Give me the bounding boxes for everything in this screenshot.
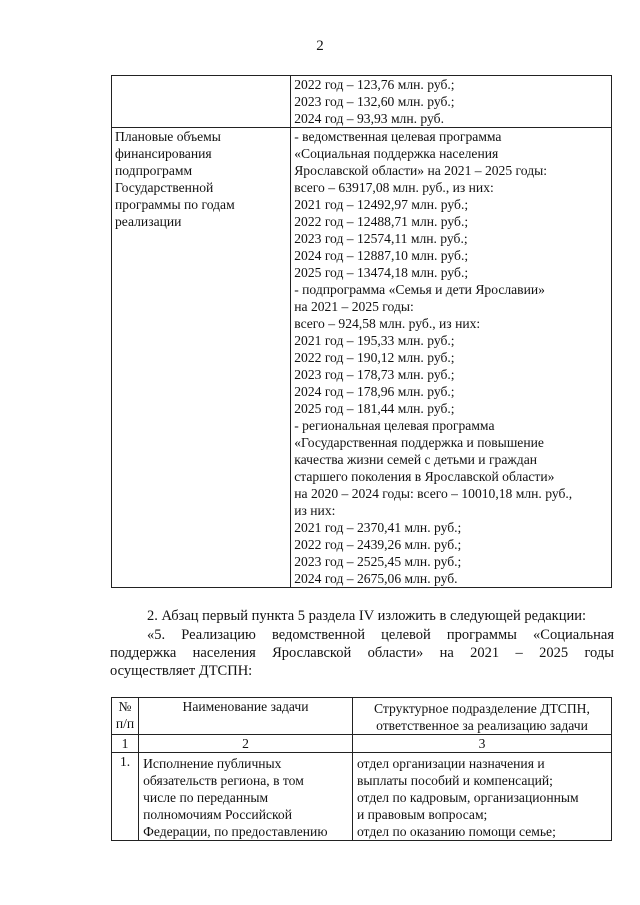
text-line: отдел по оказанию помощи семье; — [356, 824, 556, 839]
text-line: 2024 год – 2675,06 млн. руб. — [294, 571, 458, 586]
text-line: Федерации, по предоставлению — [143, 824, 328, 839]
header-number-line2: п/п — [115, 716, 135, 731]
text-line: - региональная целевая программа — [294, 418, 495, 433]
text-line: 2023 год – 2525,45 млн. руб.; — [294, 554, 462, 569]
column-number-1: 1 — [112, 735, 139, 753]
paragraph-item-5-line2: поддержка населения Ярославской области» на 2021 – 2025 годы — [110, 645, 614, 661]
text-line: старшего поколения в Ярославской области» — [294, 469, 555, 484]
text-line: и правовым вопросам; — [356, 807, 488, 822]
text-line: из них: — [294, 503, 336, 518]
text-line: полномочиям Российской — [143, 807, 292, 822]
task-lines — [143, 755, 352, 840]
text-line: подпрограмм — [115, 163, 193, 178]
text-line: 2024 год – 178,96 млн. руб.; — [294, 384, 455, 399]
text-line: качества жизни семей с детьми и граждан — [294, 452, 537, 467]
text-line: 2023 год – 12574,11 млн. руб.; — [294, 231, 468, 246]
header-department — [352, 698, 611, 735]
page-number: 2 — [316, 38, 324, 54]
header-number — [112, 698, 139, 735]
text-line: 2021 год – 2370,41 млн. руб.; — [294, 520, 462, 535]
text-line: 2024 год – 12887,10 млн. руб.; — [294, 248, 469, 263]
text-line: 2025 год – 13474,18 млн. руб.; — [294, 265, 469, 280]
text-line: всего – 924,58 млн. руб., из них: — [294, 316, 481, 331]
text-line: на 2020 – 2024 годы: всего – 10010,18 млн. руб., — [294, 486, 573, 501]
text-line: выплаты пособий и компенсаций; — [356, 773, 553, 788]
column-numbers-row — [112, 735, 612, 753]
table-row — [112, 76, 612, 128]
table-row — [112, 753, 612, 841]
table-row — [112, 128, 612, 588]
text-line: Ярославской области» на 2021 – 2025 годы: — [294, 163, 548, 178]
text-line: «Социальная поддержка населения — [294, 146, 499, 161]
funding-label-lines — [115, 128, 290, 230]
text-line: обязательств региона, в том — [143, 773, 304, 788]
text-line: «Государственная поддержка и повышение — [294, 435, 544, 450]
header-department-line1: Структурное подразделение ДТСПН, — [374, 701, 590, 716]
text-line: реализации — [115, 214, 182, 229]
text-line: Государственной — [115, 180, 214, 195]
text-line: 2023 год – 178,73 млн. руб.; — [294, 367, 455, 382]
text-line: 2025 год – 181,44 млн. руб.; — [294, 401, 455, 416]
paragraph-item-5-line3: осуществляет ДТСПН: — [110, 663, 253, 679]
text-line: 2022 год – 123,76 млн. руб.; — [294, 77, 455, 92]
text-line: 2022 год – 190,12 млн. руб.; — [294, 350, 455, 365]
text-line: Исполнение публичных — [143, 756, 282, 771]
column-number-3: 3 — [352, 735, 611, 753]
text-line: 2022 год – 12488,71 млн. руб.; — [294, 214, 469, 229]
table-header-row — [112, 698, 612, 735]
text-line: отдел организации назначения и — [356, 756, 545, 771]
funding-table — [111, 75, 612, 588]
text-line: на 2021 – 2025 годы: — [294, 299, 414, 314]
text-line: всего – 63917,08 млн. руб., из них: — [294, 180, 494, 195]
table-cell-empty — [112, 76, 291, 128]
text-line: 2021 год – 12492,97 млн. руб.; — [294, 197, 469, 212]
funding-years-lines — [294, 76, 611, 127]
header-task: Наименование задачи — [139, 698, 353, 735]
page-bottom-margin — [0, 857, 640, 905]
funding-details-lines — [294, 128, 611, 587]
task-cell — [139, 753, 353, 841]
paragraph-item-2: 2. Абзац первый пункта 5 раздела IV изложить в следующей редакции: — [147, 608, 587, 624]
text-line: - ведомственная целевая программа — [294, 129, 502, 144]
funding-details-cell — [291, 128, 612, 588]
text-line: программы по годам — [115, 197, 235, 212]
paragraph-item-5-line1: «5. Реализацию ведомственной целевой программы «Социальная — [147, 627, 614, 643]
department-cell — [352, 753, 611, 841]
header-department-line2: ответственное за реализацию задачи — [376, 718, 588, 733]
text-line: отдел по кадровым, организационным — [356, 790, 579, 805]
text-line: 2021 год – 195,33 млн. руб.; — [294, 333, 455, 348]
funding-label-cell — [112, 128, 291, 588]
row-number: 1. — [112, 753, 139, 841]
text-line: Плановые объемы — [115, 129, 221, 144]
funding-years-cell — [291, 76, 612, 128]
text-line: числе по переданным — [143, 790, 269, 805]
text-line: 2022 год – 2439,26 млн. руб.; — [294, 537, 462, 552]
text-line: финансирования — [115, 146, 212, 161]
tasks-table — [111, 697, 612, 841]
text-line: 2024 год – 93,93 млн. руб. — [294, 111, 444, 126]
column-number-2: 2 — [139, 735, 353, 753]
header-number-line1: № — [118, 699, 132, 714]
department-lines — [357, 755, 611, 840]
text-line: 2023 год – 132,60 млн. руб.; — [294, 94, 455, 109]
text-line: - подпрограмма «Семья и дети Ярославии» — [294, 282, 545, 297]
